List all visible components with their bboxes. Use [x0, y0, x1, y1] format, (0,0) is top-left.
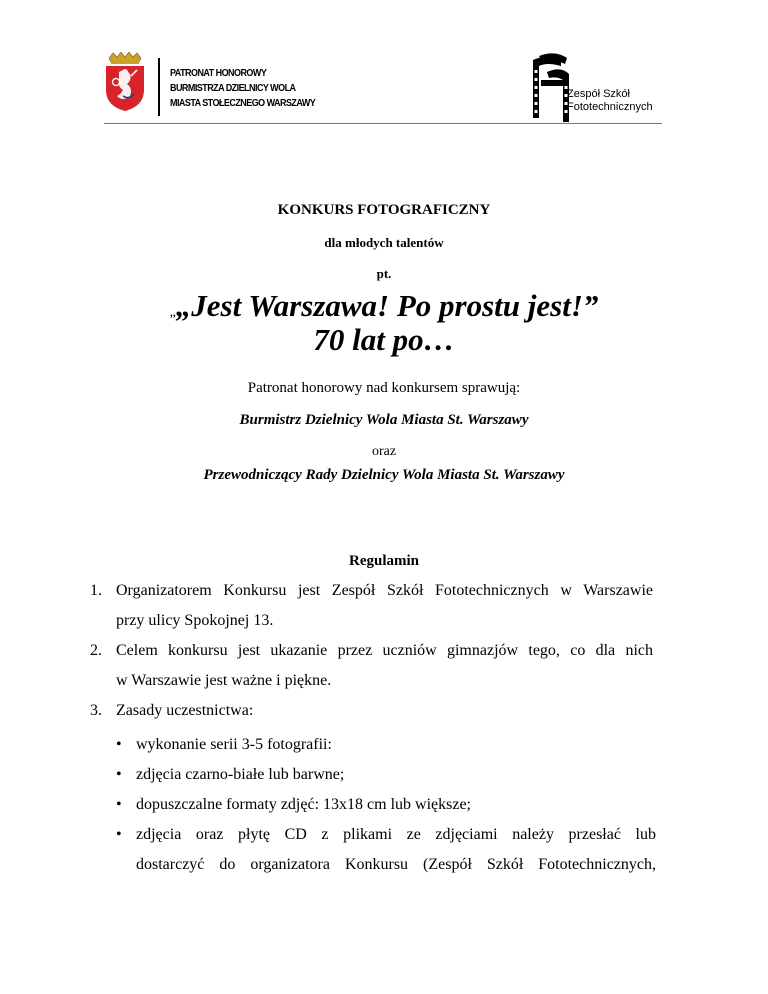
patron-line: MIASTA STOŁECZNEGO WARSZAWY [170, 98, 316, 109]
school-line: Zespół Szkół [567, 88, 630, 100]
bullet-line: zdjęcia oraz płytę CD z plikami ze zdjęciami należy przesłać lub [136, 826, 656, 843]
patron-line: BURMISTRZA DZIELNICY WOLA [170, 83, 296, 94]
bullet-icon: • [116, 796, 122, 813]
list-item-line: Celem konkursu jest ukazanie przez uczniów gimnazjów tego, co dla nich [116, 642, 653, 659]
contest-title: KONKURS FOTOGRAFICZNY [277, 202, 491, 218]
bullet-icon: • [116, 826, 122, 843]
contest-name-text: „Jest Warszawa! Po prostu jest!” [175, 288, 599, 323]
rules-heading: Regulamin [348, 553, 419, 569]
contest-pt-label: pt. [376, 266, 392, 281]
list-item-line: Organizatorem Konkursu jest Zespół Szkół Fototechnicznych w Warszawie [116, 582, 653, 599]
honorary-patronage-label [170, 66, 315, 111]
patron-and: oraz [371, 444, 397, 459]
patron-first: Burmistrz Dzielnicy Wola Miasta St. Warszawy [239, 412, 529, 428]
bullet-line: dostarczyć do organizatora Konkursu (Zespół Szkół Fototechnicznych, [136, 856, 656, 873]
contest-audience: dla młodych talentów [324, 235, 444, 250]
bullet-icon: • [116, 766, 122, 783]
list-item-line: w Warszawie jest ważne i piękne. [116, 672, 332, 689]
list-item-number: 3. [90, 702, 102, 719]
warsaw-coat-of-arms-icon [103, 52, 147, 112]
patron-line: PATRONAT HONOROWY [170, 68, 267, 79]
list-item-line: przy ulicy Spokojnej 13. [116, 612, 274, 629]
patron-second: Przewodniczący Rady Dzielnicy Wola Miasta St. Warszawy [203, 467, 565, 483]
patronage-intro: Patronat honorowy nad konkursem sprawują: [247, 380, 521, 396]
bullet-icon: • [116, 736, 122, 753]
list-item-number: 2. [90, 642, 102, 659]
header-rule [104, 123, 662, 124]
bullet-line: zdjęcia czarno-białe lub barwne; [136, 766, 345, 783]
header-vertical-divider [158, 58, 160, 116]
school-film-logo-icon [531, 52, 571, 124]
school-line: Fototechnicznych [567, 101, 653, 113]
list-item-line: Zasady uczestnictwa: [116, 702, 254, 719]
contest-name-line2: 70 lat po… [313, 322, 455, 357]
list-item-number: 1. [90, 582, 102, 599]
bullet-line: dopuszczalne formaty zdjęć: 13x18 cm lub większe; [136, 796, 471, 813]
bullet-line: wykonanie serii 3-5 fotografii: [136, 736, 332, 753]
school-name-label [567, 88, 653, 114]
opening-quote: „ [169, 305, 176, 320]
